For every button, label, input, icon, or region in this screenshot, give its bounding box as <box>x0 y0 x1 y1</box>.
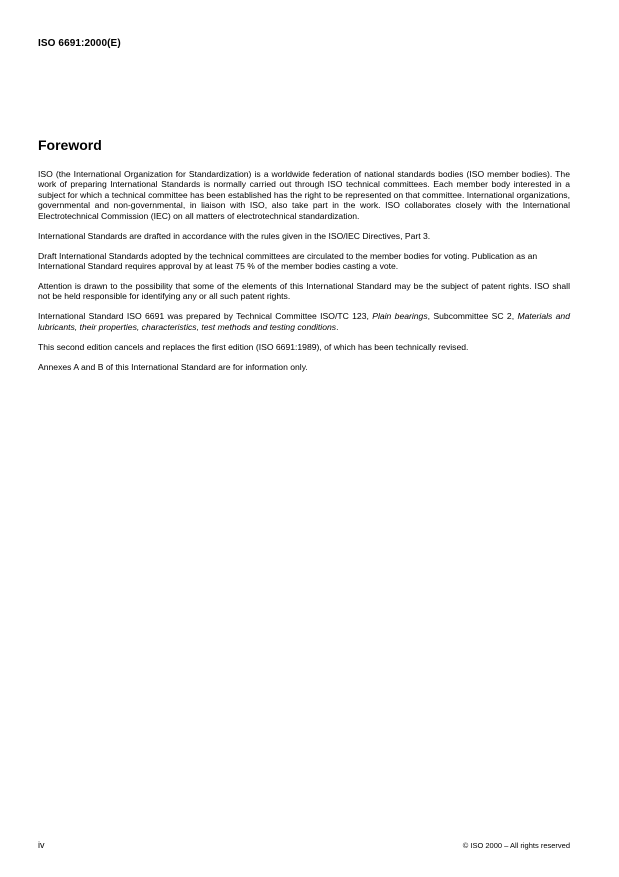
paragraph-iso-intro: ISO (the International Organization for Standardization) is a worldwide federation of national standards bodies (ISO member bodies). The work of preparing International Standards is normally carried out through ISO technical committees. Each member body interested in a subject for which a technical committee has been established has the right to be represented on that committee. International organizations, governmental and non-governmental, in liaison with ISO, also take part in the work. ISO collaborates closely with the International Electrotechnical Commission (IEC) on all matters of electrotechnical standardization. <box>38 169 570 221</box>
committee-text-lead: International Standard ISO 6691 was prepared by Technical Committee ISO/TC 123, <box>38 311 373 322</box>
document-id-header: ISO 6691:2000(E) <box>38 38 121 49</box>
committee-name: Plain bearings <box>372 311 428 322</box>
paragraph-committee <box>38 311 570 332</box>
copyright-notice: © ISO 2000 – All rights reserved <box>462 841 570 850</box>
paragraph-voting: Draft International Standards adopted by the technical committees are circulated to the member bodies for voting. Publication as an International Standard requires approval by at least 75 % of the member bodies casting a vote. <box>38 250 538 272</box>
page-number: iv <box>38 840 45 850</box>
paragraph-patent-rights: Attention is drawn to the possibility that some of the elements of this International Standard may be the subject of patent rights. ISO shall not be held responsible for identifying any or all such patent rights. <box>38 281 570 302</box>
foreword-body <box>38 169 570 382</box>
page-title: Foreword <box>38 137 102 153</box>
paragraph-edition: This second edition cancels and replaces the first edition (ISO 6691:1989), of which has been technically revised. <box>38 341 469 352</box>
committee-text-mid: , Subcommittee SC 2, <box>427 311 518 322</box>
subcommittee-name: Materials and lubricants, their properties, characteristics, test methods and testing conditions <box>38 311 570 332</box>
paragraph-annexes: Annexes A and B of this International Standard are for information only. <box>38 361 308 372</box>
committee-text-end: . <box>336 321 339 332</box>
paragraph-drafting-rules: International Standards are drafted in accordance with the rules given in the ISO/IEC Directives, Part 3. <box>38 230 431 241</box>
